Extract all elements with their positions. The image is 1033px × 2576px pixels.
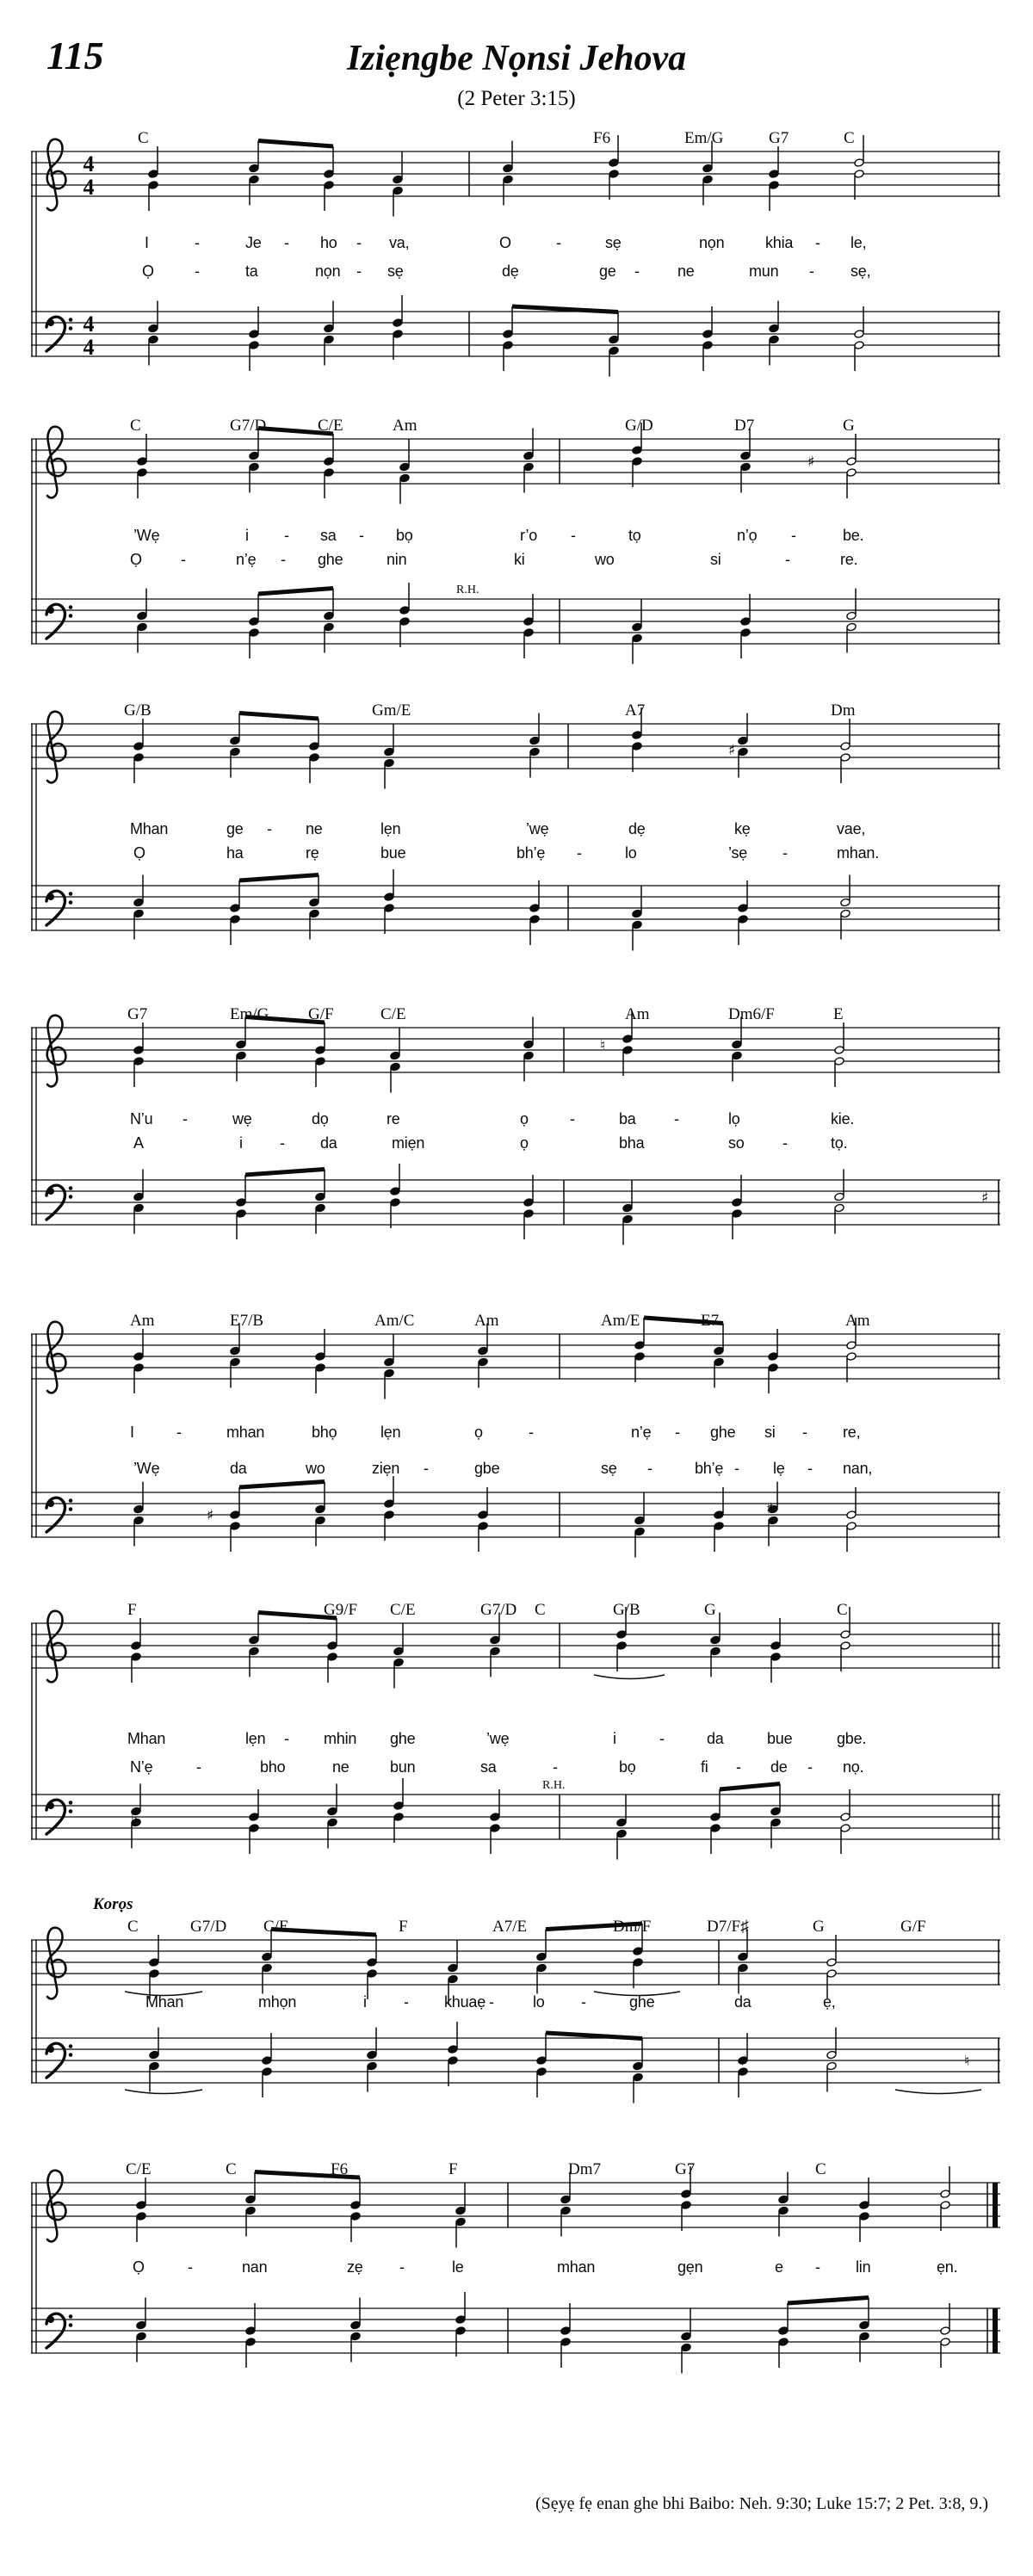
lyric-syllable: nin <box>387 551 407 568</box>
lyric-hyphen: - <box>195 263 200 280</box>
chord-label: G <box>813 1918 825 1936</box>
lyric-syllable: bue <box>380 844 406 862</box>
music-system-4 <box>0 1005 1033 1266</box>
lyric-hyphen: - <box>284 234 289 251</box>
lyric-syllable: le, <box>851 234 867 251</box>
lyric-syllable: lẹ <box>773 1460 785 1477</box>
lyric-syllable: nọn <box>315 263 341 280</box>
scripture-footnote: (Sẹyẹ fẹ enan ghe bhi Baibo: Neh. 9:30; Luke 15:7; 2 Pet. 3:8, 9.) <box>535 2494 988 2513</box>
lyric-syllable: ghe <box>710 1424 736 1441</box>
chord-label: C <box>844 129 855 147</box>
lyric-syllable: e <box>775 2258 783 2276</box>
lyric-hyphen: - <box>577 844 582 862</box>
lyric-syllable: kẹ <box>734 820 751 837</box>
lyric-syllable: vae, <box>837 820 866 837</box>
lyric-hyphen: - <box>815 2258 820 2276</box>
lyric-hyphen: - <box>195 234 200 251</box>
accidental-sharp: ♯ <box>766 1500 774 1517</box>
chord-label: C/E <box>390 1601 416 1619</box>
lyric-syllable: ọ <box>520 1110 529 1127</box>
lyric-hyphen: - <box>736 1758 741 1776</box>
hymn-title: Iziẹngbe Nọnsi Jehova <box>346 39 687 78</box>
lyric-syllable: ge <box>599 263 616 280</box>
lyric-syllable: nan <box>242 2258 268 2276</box>
right-hand-annotation: R.H. <box>456 584 479 596</box>
chord-label: Em/G <box>684 129 724 147</box>
chord-label: G7 <box>127 1005 148 1023</box>
lyric-syllable: n’ẹ <box>236 551 257 568</box>
lyric-hyphen: - <box>281 551 286 568</box>
chord-label: G7/D <box>190 1918 227 1936</box>
lyric-hyphen: - <box>176 1424 182 1441</box>
lyric-hyphen: - <box>785 551 790 568</box>
lyric-syllable: mhan <box>557 2258 596 2276</box>
chord-label: F <box>399 1918 408 1936</box>
chord-label: Dm7 <box>568 2160 601 2178</box>
lyric-syllable: ẹn. <box>937 2258 958 2276</box>
lyric-syllable: bọ <box>396 527 413 544</box>
chord-label: F6 <box>331 2160 349 2178</box>
lyric-syllable: ho <box>320 234 337 251</box>
lyric-syllable: lo <box>625 844 637 862</box>
lyric-syllable: bh’ẹ <box>695 1460 724 1477</box>
lyric-hyphen: - <box>359 527 364 544</box>
lyric-syllable: bhọ <box>312 1424 337 1441</box>
lyric-hyphen: - <box>280 1134 285 1152</box>
lyric-syllable: ne <box>306 820 323 837</box>
lyric-syllable: n’ẹ <box>631 1424 652 1441</box>
lyric-syllable: i <box>613 1730 616 1747</box>
chord-label: E7/B <box>230 1312 264 1330</box>
system-5-notation <box>0 1312 1033 1578</box>
lyric-hyphen: - <box>807 1460 813 1477</box>
lyric-syllable: le <box>452 2258 464 2276</box>
lyric-hyphen: - <box>634 263 640 280</box>
lyric-syllable: ’Wẹ <box>133 1460 160 1477</box>
lyric-syllable: N’u <box>130 1110 153 1127</box>
lyric-syllable: fi <box>701 1758 708 1776</box>
lyric-syllable: sẹ <box>605 234 622 251</box>
lyric-syllable: mhọn <box>258 1993 297 2011</box>
lyric-syllable: Mhan <box>130 820 169 837</box>
lyric-syllable: ọ <box>520 1134 529 1152</box>
lyric-hyphen: - <box>570 1110 575 1127</box>
lyric-syllable: ghe <box>629 1993 655 2011</box>
lyric-syllable: i <box>245 527 249 544</box>
lyric-syllable: ba <box>619 1110 636 1127</box>
chord-label: G/F <box>900 1918 926 1936</box>
lyric-hyphen: - <box>807 1758 813 1776</box>
accidental-natural: ♮ <box>600 1037 606 1054</box>
chorus-section-label: Korọs <box>93 1895 133 1913</box>
chord-label: Am <box>130 1312 155 1330</box>
lyric-syllable: i <box>363 1993 367 2011</box>
chord-label: G/B <box>124 701 152 720</box>
chord-label: C <box>837 1601 848 1619</box>
chord-label: Dm6/F <box>728 1005 775 1023</box>
lyric-syllable: ha <box>226 844 244 862</box>
chord-label: C/E <box>380 1005 406 1023</box>
lyric-syllable: bha <box>619 1134 645 1152</box>
lyric-syllable: ziẹn <box>372 1460 400 1477</box>
lyric-syllable: Ọ <box>142 263 154 280</box>
time-signature-numerator: 4 <box>83 151 95 176</box>
lyric-syllable: nọ. <box>843 1758 864 1776</box>
chord-label: Am/C <box>374 1312 415 1330</box>
lyric-syllable: ghe <box>390 1730 416 1747</box>
chord-label: C/E <box>263 1918 289 1936</box>
lyric-hyphen: - <box>734 1460 739 1477</box>
chord-label: G/F <box>308 1005 334 1023</box>
time-signature-denominator: 4 <box>83 335 95 360</box>
lyric-syllable: de <box>770 1758 788 1776</box>
music-system-7 <box>0 1895 1033 2124</box>
lyric-syllable: sẹ <box>387 263 404 280</box>
chord-label: G9/F <box>324 1601 358 1619</box>
lyric-syllable: Mhan <box>127 1730 166 1747</box>
lyric-syllable: da <box>320 1134 337 1152</box>
lyric-syllable: O <box>499 234 511 251</box>
chord-label: Am <box>393 417 418 435</box>
lyric-syllable: A <box>133 1134 144 1152</box>
right-hand-annotation: R.H. <box>542 1779 566 1792</box>
lyric-syllable: mun <box>749 263 779 280</box>
chord-label: G/D <box>625 417 653 435</box>
lyric-syllable: va, <box>389 234 410 251</box>
lyric-syllable: bue <box>767 1730 793 1747</box>
lyric-hyphen: - <box>815 234 820 251</box>
lyric-hyphen: - <box>404 1993 409 2011</box>
lyric-syllable: kie. <box>831 1110 855 1127</box>
lyric-syllable: Ọ <box>133 844 145 862</box>
lyric-syllable: lọ <box>728 1110 740 1127</box>
music-system-5 <box>0 1312 1033 1578</box>
lyric-syllable: bọ <box>619 1758 636 1776</box>
system-8-notation <box>0 2160 1033 2394</box>
lyric-syllable: lẹn <box>380 820 401 837</box>
lyric-hyphen: - <box>675 1424 680 1441</box>
lyric-syllable: ne <box>677 263 695 280</box>
lyric-hyphen: - <box>267 820 272 837</box>
system-7-notation <box>0 1918 1033 2124</box>
lyric-syllable: wo <box>595 551 615 568</box>
chord-label: C <box>535 1601 546 1619</box>
lyric-hyphen: - <box>659 1730 665 1747</box>
lyric-syllable: mhin <box>324 1730 357 1747</box>
accidental-sharp: ♯ <box>981 1189 989 1207</box>
lyric-syllable: mhan. <box>837 844 880 862</box>
lyric-syllable: n’ọ <box>737 527 758 544</box>
lyric-syllable: da <box>734 1993 752 2011</box>
chord-label: Gm/E <box>372 701 411 720</box>
chord-label: E <box>833 1005 844 1023</box>
chord-label: G7/D <box>230 417 267 435</box>
lyric-syllable: ọ <box>474 1424 483 1441</box>
lyric-syllable: ’wẹ <box>526 820 549 837</box>
lyric-hyphen: - <box>284 1730 289 1747</box>
lyric-syllable: si <box>710 551 721 568</box>
lyric-hyphen: - <box>556 234 561 251</box>
music-system-6 <box>0 1601 1033 1881</box>
lyric-syllable: re. <box>840 551 858 568</box>
chord-label: Am <box>474 1312 499 1330</box>
lyric-syllable: khuaẹ <box>444 1993 486 2011</box>
lyric-syllable: tọ. <box>831 1134 848 1152</box>
chord-label: C <box>127 1918 139 1936</box>
chord-label: A7 <box>625 701 646 720</box>
lyric-syllable: I <box>145 234 149 251</box>
lyric-syllable: gẹn <box>677 2258 703 2276</box>
lyric-hyphen: - <box>553 1758 558 1776</box>
lyric-hyphen: - <box>424 1460 429 1477</box>
lyric-syllable: wẹ <box>232 1110 252 1127</box>
chord-label: C <box>226 2160 237 2178</box>
lyric-syllable: re, <box>843 1424 861 1441</box>
lyric-syllable: bh’ẹ <box>516 844 546 862</box>
lyric-syllable: lo <box>533 1993 545 2011</box>
lyric-syllable: Ọ <box>130 551 142 568</box>
chord-label: C <box>130 417 141 435</box>
lyric-syllable: gbe <box>474 1460 500 1477</box>
chord-label: G/B <box>613 1601 640 1619</box>
lyric-hyphen: - <box>782 1134 788 1152</box>
lyric-hyphen: - <box>196 1758 201 1776</box>
lyric-syllable: gbe. <box>837 1730 867 1747</box>
chord-label: G <box>704 1601 716 1619</box>
music-system-3 <box>0 701 1033 972</box>
lyric-syllable: r’o <box>520 527 538 544</box>
lyric-syllable: si <box>764 1424 776 1441</box>
lyric-hyphen: - <box>809 263 814 280</box>
chord-label: Dm <box>831 701 856 720</box>
lyric-syllable: ne <box>332 1758 349 1776</box>
lyric-syllable: ’sẹ <box>728 844 748 862</box>
lyric-syllable: miẹn <box>392 1134 425 1152</box>
lyric-syllable: ta <box>245 263 258 280</box>
lyric-syllable: N’ẹ <box>130 1758 153 1776</box>
lyric-syllable: lẹn <box>245 1730 266 1747</box>
lyric-syllable: ẹ, <box>823 1993 836 2011</box>
lyric-syllable: be. <box>843 527 864 544</box>
lyric-hyphen: - <box>356 234 362 251</box>
lyric-hyphen: - <box>489 1993 494 2011</box>
chord-label: F <box>448 2160 458 2178</box>
lyric-hyphen: - <box>356 263 362 280</box>
lyric-hyphen: - <box>399 2258 405 2276</box>
chord-label: Am <box>625 1005 650 1023</box>
lyric-hyphen: - <box>647 1460 653 1477</box>
lyric-syllable: da <box>230 1460 247 1477</box>
lyric-syllable: sẹ, <box>851 263 871 280</box>
accidental-natural: ♮ <box>964 2053 970 2070</box>
chord-label: Em/G <box>230 1005 269 1023</box>
hymn-number: 115 <box>46 34 104 77</box>
lyric-hyphen: - <box>791 527 796 544</box>
lyric-syllable: khia <box>765 234 794 251</box>
chord-label: G7 <box>769 129 789 147</box>
lyric-syllable: da <box>707 1730 724 1747</box>
accidental-sharp: ♯ <box>740 2053 748 2070</box>
lyric-hyphen: - <box>284 527 289 544</box>
lyric-syllable: sa <box>320 527 337 544</box>
accidental-sharp: ♯ <box>728 742 736 759</box>
chord-label: C <box>138 129 149 147</box>
chord-label: D7/F♯ <box>707 1918 749 1936</box>
chord-label: G <box>843 417 855 435</box>
chord-label: Am/E <box>601 1312 640 1330</box>
music-system-1 <box>0 129 1033 398</box>
lyric-hyphen: - <box>581 1993 586 2011</box>
lyric-syllable: ghe <box>318 551 343 568</box>
music-system-2 <box>0 417 1033 685</box>
chord-label: A7/E <box>492 1918 528 1936</box>
lyric-syllable: bun <box>390 1758 416 1776</box>
accidental-flat: ♭ <box>131 1809 139 1826</box>
lyric-syllable: Ọ <box>133 2258 145 2276</box>
lyric-hyphen: - <box>529 1424 534 1441</box>
lyric-syllable: mhan <box>226 1424 265 1441</box>
chord-label: E7 <box>701 1312 720 1330</box>
lyric-syllable: sẹ <box>601 1460 617 1477</box>
chord-label: D7 <box>734 417 755 435</box>
lyric-syllable: tọ <box>628 527 641 544</box>
chord-label: F6 <box>593 129 611 147</box>
lyric-hyphen: - <box>674 1110 679 1127</box>
lyric-hyphen: - <box>181 551 186 568</box>
chord-label: Dm/F <box>613 1918 652 1936</box>
lyric-syllable: zẹ <box>347 2258 363 2276</box>
time-signature-denominator: 4 <box>83 175 95 200</box>
lyric-syllable: ’wẹ <box>486 1730 510 1747</box>
lyric-syllable: Je <box>245 234 262 251</box>
chord-label: C/E <box>318 417 343 435</box>
lyric-hyphen: - <box>802 1424 807 1441</box>
chord-label: G7/D <box>480 1601 517 1619</box>
system-4-notation <box>0 1005 1033 1266</box>
music-system-8 <box>0 2160 1033 2394</box>
lyric-syllable: dọ <box>312 1110 329 1127</box>
lyric-syllable: nan, <box>843 1460 873 1477</box>
chord-label: C <box>815 2160 826 2178</box>
lyric-hyphen: - <box>188 2258 193 2276</box>
lyric-hyphen: - <box>571 527 576 544</box>
chord-label: F <box>127 1601 137 1619</box>
lyric-syllable: dẹ <box>502 263 519 280</box>
lyric-syllable: ’Wẹ <box>133 527 160 544</box>
lyric-syllable: rẹ <box>306 844 319 862</box>
chord-label: C/E <box>126 2160 152 2178</box>
lyric-syllable: Mhan <box>145 1993 184 2011</box>
lyric-syllable: ge <box>226 820 244 837</box>
lyric-syllable: bho <box>260 1758 286 1776</box>
lyric-hyphen: - <box>782 844 788 862</box>
lyric-syllable: re <box>387 1110 400 1127</box>
chord-label: G7 <box>675 2160 696 2178</box>
lyric-syllable: nọn <box>699 234 725 251</box>
lyric-hyphen: - <box>182 1110 188 1127</box>
lyric-syllable: sa <box>480 1758 497 1776</box>
chord-label: Am <box>845 1312 870 1330</box>
lyric-syllable: wo <box>306 1460 325 1477</box>
lyric-syllable: lin <box>856 2258 871 2276</box>
lyric-syllable: I <box>130 1424 134 1441</box>
lyric-syllable: ki <box>514 551 525 568</box>
hymn-scripture-reference: (2 Peter 3:15) <box>457 87 576 110</box>
accidental-sharp: ♯ <box>207 1507 214 1524</box>
accidental-sharp: ♯ <box>807 454 815 471</box>
lyric-syllable: i <box>239 1134 243 1152</box>
lyric-syllable: dẹ <box>628 820 646 837</box>
lyric-syllable: lẹn <box>380 1424 401 1441</box>
time-signature-numerator: 4 <box>83 312 95 337</box>
lyric-syllable: so <box>728 1134 745 1152</box>
